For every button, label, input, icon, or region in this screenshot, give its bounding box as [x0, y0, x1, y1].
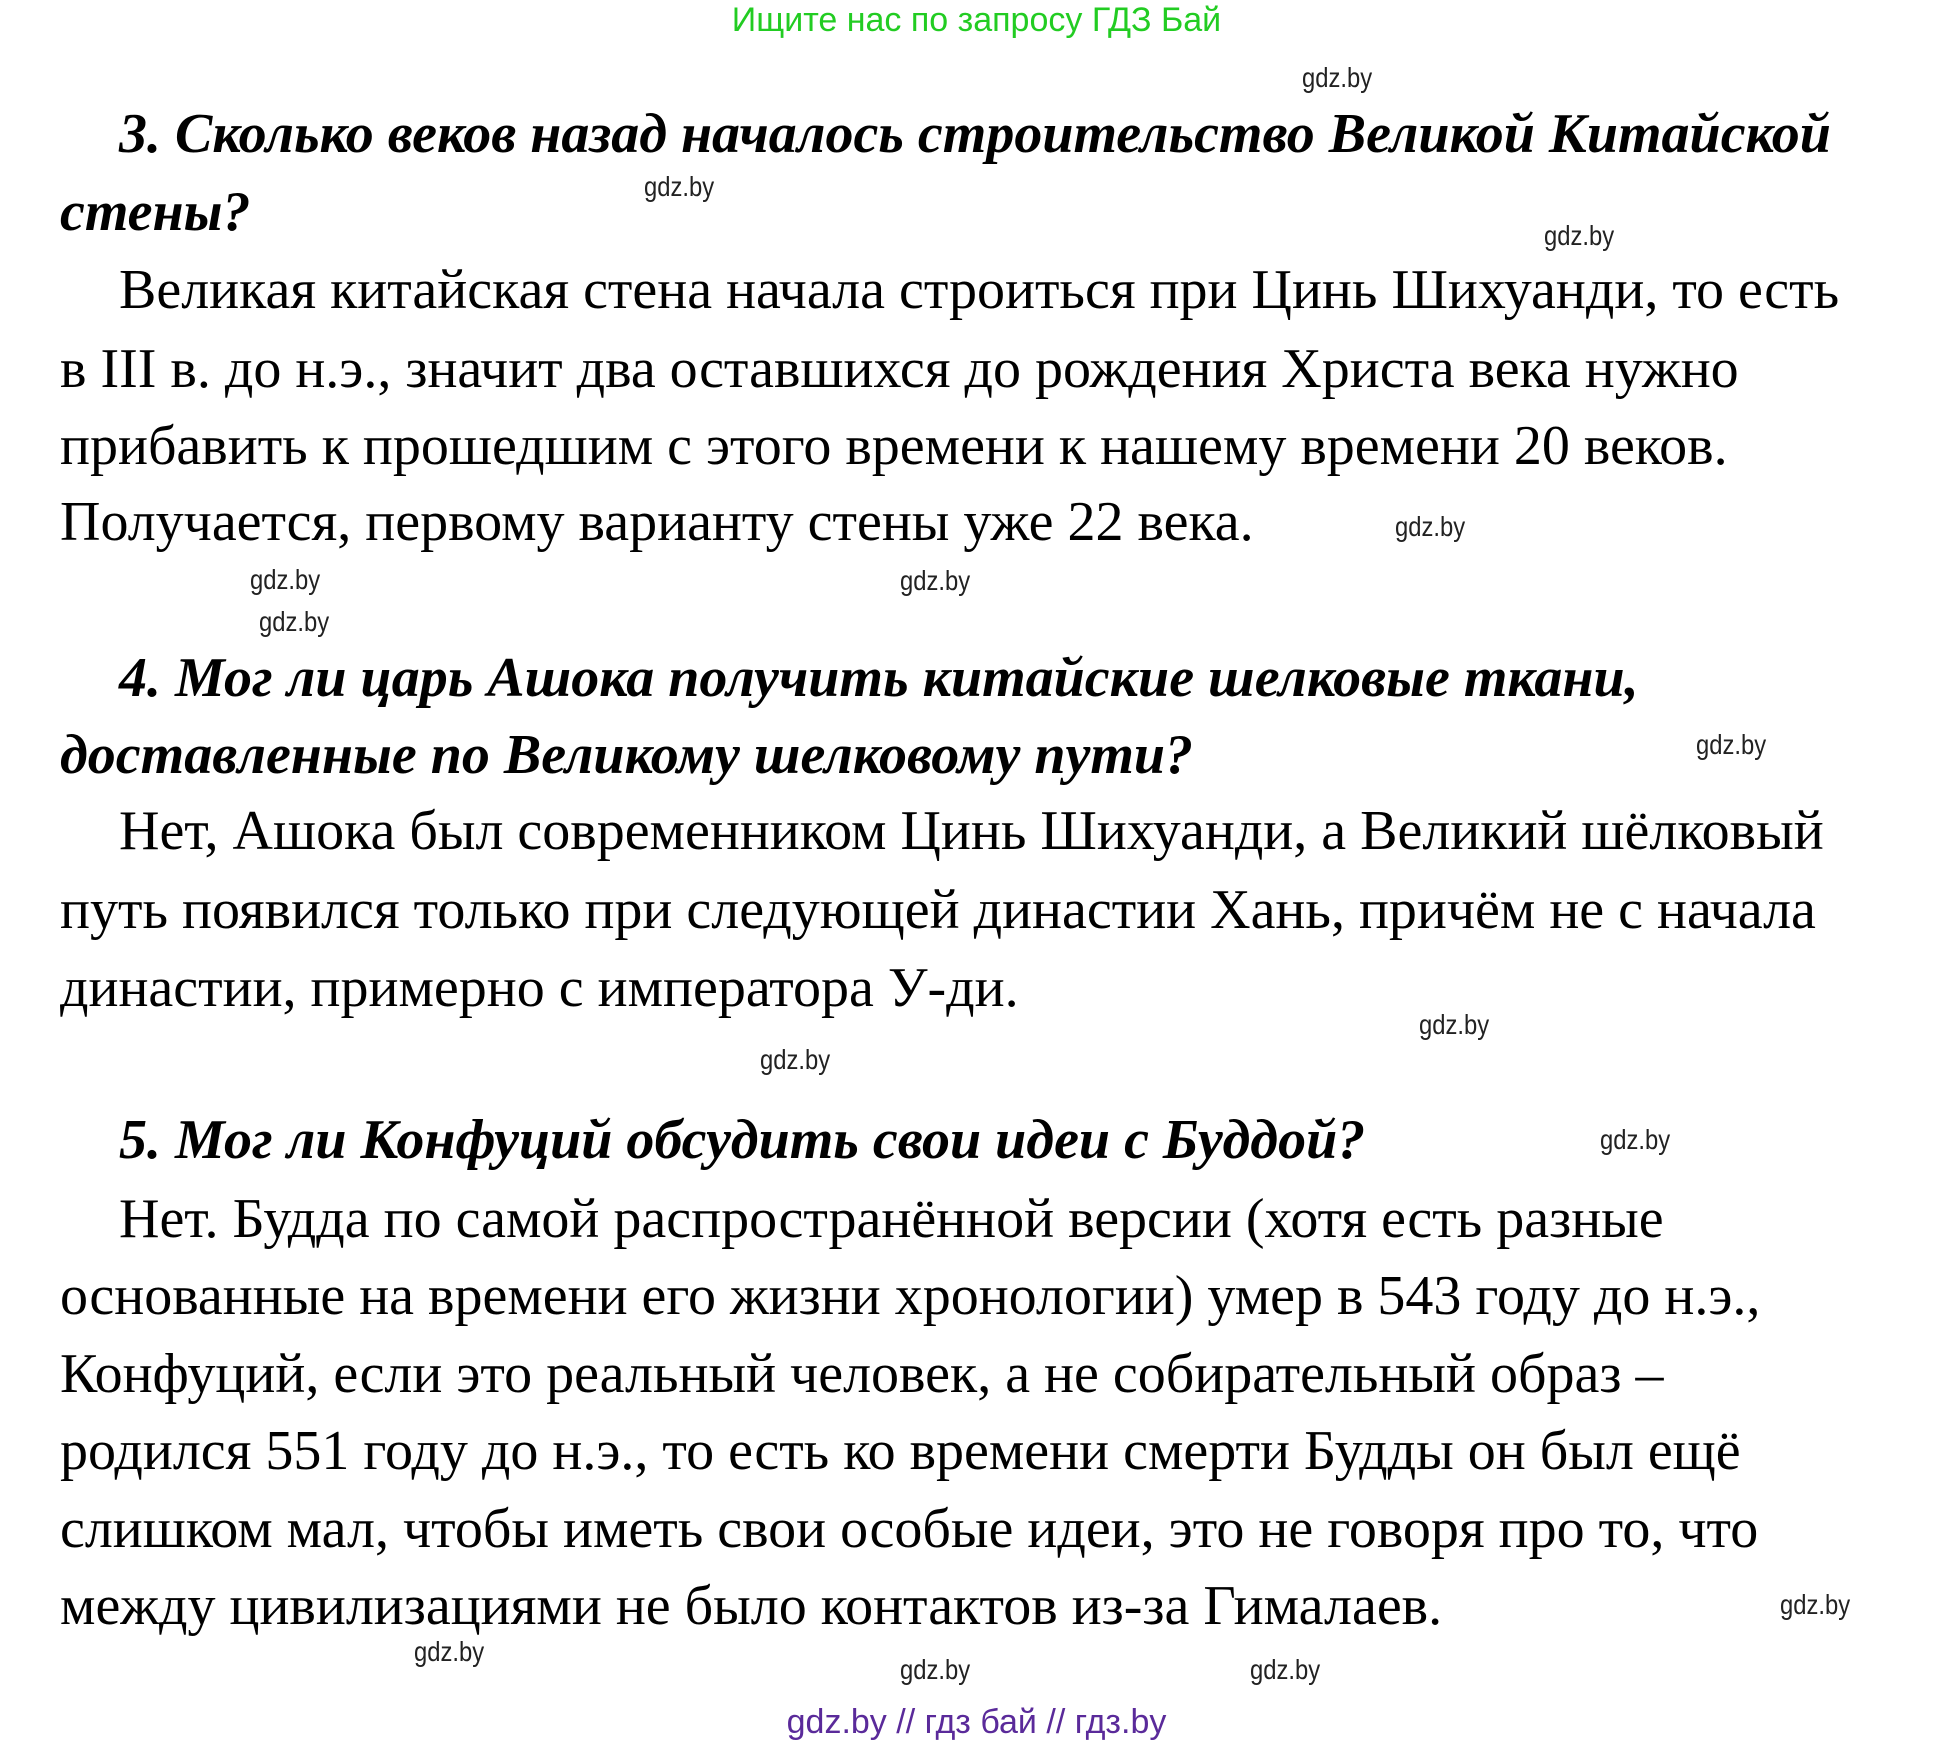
- answer-line: Нет. Будда по самой распространённой версии (хотя есть разные: [119, 1188, 1664, 1250]
- watermark: gdz.by: [259, 606, 330, 637]
- watermark: gdz.by: [414, 1636, 485, 1667]
- header-banner: Ищите нас по запросу ГДЗ Бай: [731, 1, 1222, 39]
- question-heading-line: 5. Мог ли Конфуций обсудить свои идеи с Буддой?: [119, 1109, 1366, 1171]
- watermark: gdz.by: [760, 1044, 831, 1075]
- answer-line: Конфуций, если это реальный человек, а не собирательный образ –: [60, 1343, 1664, 1405]
- answer-line: родился 551 году до н.э., то есть ко времени смерти Будды он был ещё: [60, 1420, 1741, 1482]
- answer-line: между цивилизациями не было контактов из-за Гималаев.: [60, 1575, 1443, 1637]
- answer-line: династии, примерно с императора У-ди.: [60, 957, 1019, 1019]
- answer-line: Получается, первому варианту стены уже 22 века.: [60, 491, 1254, 553]
- watermark: gdz.by: [1395, 511, 1466, 542]
- answer-line: Нет, Ашока был современником Цинь Шихуанди, а Великий шёлковый: [119, 800, 1824, 862]
- question-heading-line: 4. Мог ли царь Ашока получить китайские шелковые ткани,: [119, 647, 1639, 709]
- watermark: gdz.by: [1544, 220, 1615, 251]
- watermark: gdz.by: [900, 1654, 971, 1685]
- watermark: gdz.by: [250, 564, 321, 595]
- watermark: gdz.by: [1780, 1589, 1851, 1620]
- question-heading-line: доставленные по Великому шелковому пути?: [60, 724, 1194, 786]
- answer-line: путь появился только при следующей династии Хань, причём не с начала: [60, 879, 1816, 941]
- watermark: gdz.by: [1419, 1009, 1490, 1040]
- watermark: gdz.by: [1250, 1654, 1321, 1685]
- watermark: gdz.by: [1302, 62, 1373, 93]
- watermark: gdz.by: [1696, 729, 1767, 760]
- footer-banner: gdz.by // гдз бай // гдз.by: [786, 1703, 1167, 1741]
- watermark: gdz.by: [644, 171, 715, 202]
- watermark: gdz.by: [900, 565, 971, 596]
- answer-line: слишком мал, чтобы иметь свои особые идеи, это не говоря про то, что: [60, 1498, 1759, 1560]
- answer-line: в III в. до н.э., значит два оставшихся до рождения Христа века нужно: [60, 338, 1739, 400]
- answer-line: основанные на времени его жизни хронологии) умер в 543 году до н.э.,: [60, 1265, 1761, 1327]
- watermark: gdz.by: [1600, 1124, 1671, 1155]
- question-heading-line: 3. Сколько веков назад началось строительство Великой Китайской: [119, 103, 1831, 165]
- answer-line: Великая китайская стена начала строиться при Цинь Шихуанди, то есть: [119, 259, 1840, 321]
- question-heading-line: стены?: [60, 181, 251, 243]
- answer-line: прибавить к прошедшим с этого времени к нашему времени 20 веков.: [60, 415, 1728, 477]
